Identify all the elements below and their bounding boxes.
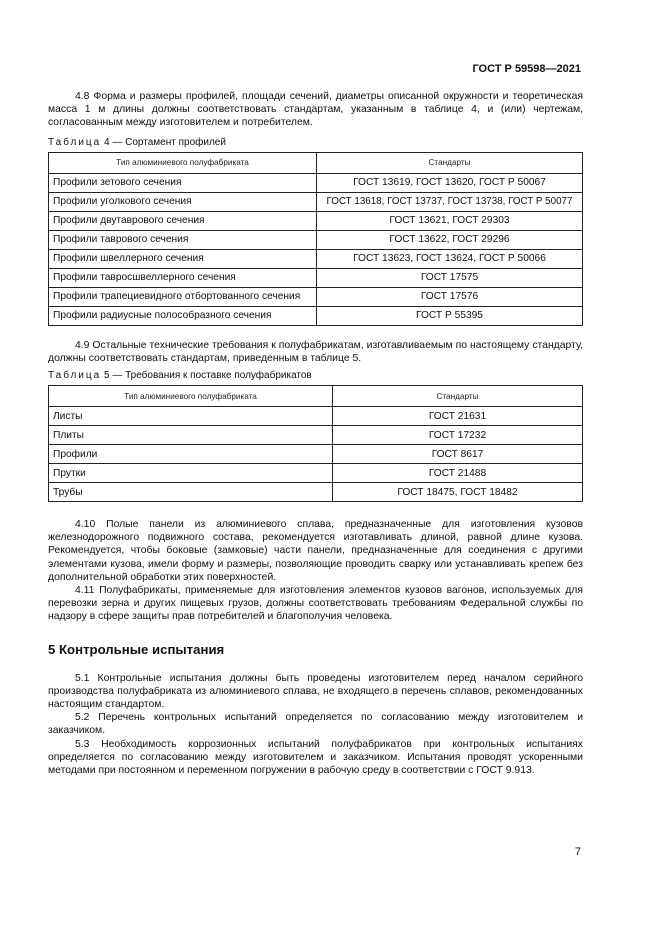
cell-standard: ГОСТ Р 55395 — [317, 306, 583, 325]
cell-type: Плиты — [49, 426, 333, 445]
table-row — [49, 426, 583, 445]
paragraph-5-2: 5.2 Перечень контрольных испытаний определяется по согласованию между изготовителем и заказчиком. — [48, 712, 583, 737]
cell-type: Профили зетового сечения — [49, 173, 317, 192]
paragraph-4-11: 4.11 Полуфабрикаты, применяемые для изготовления элементов кузовов вагонов, используемых для перевозки зерна и других пищевых грузов, должны соответствовать требованиям Федеральной службы по надзору в сфере защиты прав потребителей и благополучия человека. — [48, 585, 583, 623]
cell-type: Профили швеллерного сечения — [49, 249, 317, 268]
table4-label: Таблица — [48, 136, 102, 148]
table-row — [49, 287, 583, 306]
cell-standard: ГОСТ 17576 — [317, 287, 583, 306]
table-header-row — [49, 386, 583, 407]
table5-title: 5 — Требования к поставке полуфабрикатов — [104, 370, 312, 382]
table-row — [49, 464, 583, 483]
paragraph-4-9: 4.9 Остальные технические требования к полуфабрикатам, изготавливаемым по настоящему стандарту, должны соответствовать стандартам, приведенным в таблице 5. — [48, 339, 583, 364]
table-4-profiles — [48, 152, 583, 326]
table-row — [49, 192, 583, 211]
paragraph-4-10: 4.10 Полые панели из алюминиевого сплава, предназначенные для изготовления кузовов железнодорожного подвижного состава, рекомендуется изготавливать длиной, равной длине кузова. Рекомендуется, чтобы боковые (замковые) части панели, предназначенные для соединения с другими элементами кузова, имели форму и размеры, позволяющие проводить сварку или устанавливать крепеж без дополнительной обработки этих поверхностей. — [48, 519, 583, 583]
cell-standard: ГОСТ 8617 — [333, 445, 583, 464]
table-row — [49, 407, 583, 426]
table5-label: Таблица — [48, 370, 102, 382]
cell-type: Профили двутаврового сечения — [49, 211, 317, 230]
col-header-standards: Стандарты — [317, 152, 583, 173]
cell-standard: ГОСТ 13618, ГОСТ 13737, ГОСТ 13738, ГОСТ Р 50077 — [317, 192, 583, 211]
table-row — [49, 306, 583, 325]
cell-type: Прутки — [49, 464, 333, 483]
paragraph-5-3: 5.3 Необходимость коррозионных испытаний полуфабрикатов при контрольных испытаниях определяется по согласованию между изготовителем и заказчиком. Испытания проводят ускоренными методами при постоянном и переменном погружении в рабочую среду в соответствии с ГОСТ 9.913. — [48, 738, 583, 777]
cell-standard: ГОСТ 17575 — [317, 268, 583, 287]
paragraph-4-8: 4.8 Форма и размеры профилей, площади сечений, диаметры описанной окружности и теоретическая масса 1 м длины должны соответствовать стандартам, указанным в таблице 4, и (или) чертежам, согласованным между изготовителем и потребителем. — [48, 91, 583, 129]
cell-type: Профили — [49, 445, 333, 464]
cell-standard: ГОСТ 21488 — [333, 464, 583, 483]
cell-standard: ГОСТ 13622, ГОСТ 29296 — [317, 230, 583, 249]
cell-type: Профили таврового сечения — [49, 230, 317, 249]
table5-caption — [48, 369, 583, 382]
table-row — [49, 173, 583, 192]
document-id-header: ГОСТ Р 59598—2021 — [472, 63, 581, 75]
table-row — [49, 249, 583, 268]
table-row — [49, 211, 583, 230]
paragraph-5-1: 5.1 Контрольные испытания должны быть проведены изготовителем перед началом серийного производства полуфабриката из алюминиевого сплава, не входящего в перечень сплавов, рекомендованных настоящим стандартом. — [48, 672, 583, 711]
col-header-standards: Стандарты — [333, 386, 583, 407]
page-number: 7 — [574, 846, 581, 858]
table-row — [49, 268, 583, 287]
cell-standard: ГОСТ 13623, ГОСТ 13624, ГОСТ Р 50066 — [317, 249, 583, 268]
cell-type: Листы — [49, 407, 333, 426]
page-content — [48, 90, 583, 777]
section-5-heading: 5 Контрольные испытания — [48, 641, 225, 657]
cell-standard: ГОСТ 13619, ГОСТ 13620, ГОСТ Р 50067 — [317, 173, 583, 192]
table-header-row — [49, 152, 583, 173]
cell-standard: ГОСТ 18475, ГОСТ 18482 — [333, 483, 583, 502]
table4-title: 4 — Сортамент профилей — [104, 136, 226, 148]
table4-caption — [48, 136, 583, 149]
table-5-supply-requirements — [48, 385, 583, 502]
table-row — [49, 445, 583, 464]
cell-type: Профили тавросшвеллерного сечения — [49, 268, 317, 287]
col-header-type: Тип алюминиевого полуфабриката — [49, 152, 317, 173]
cell-standard: ГОСТ 17232 — [333, 426, 583, 445]
table-row — [49, 230, 583, 249]
cell-standard: ГОСТ 13621, ГОСТ 29303 — [317, 211, 583, 230]
cell-standard: ГОСТ 21631 — [333, 407, 583, 426]
cell-type: Профили трапециевидного отбортованного сечения — [49, 287, 317, 306]
cell-type: Трубы — [49, 483, 333, 502]
cell-type: Профили уголкового сечения — [49, 192, 317, 211]
cell-type: Профили радиусные полособразного сечения — [49, 306, 317, 325]
col-header-type: Тип алюминиевого полуфабриката — [49, 386, 333, 407]
table-row — [49, 483, 583, 502]
